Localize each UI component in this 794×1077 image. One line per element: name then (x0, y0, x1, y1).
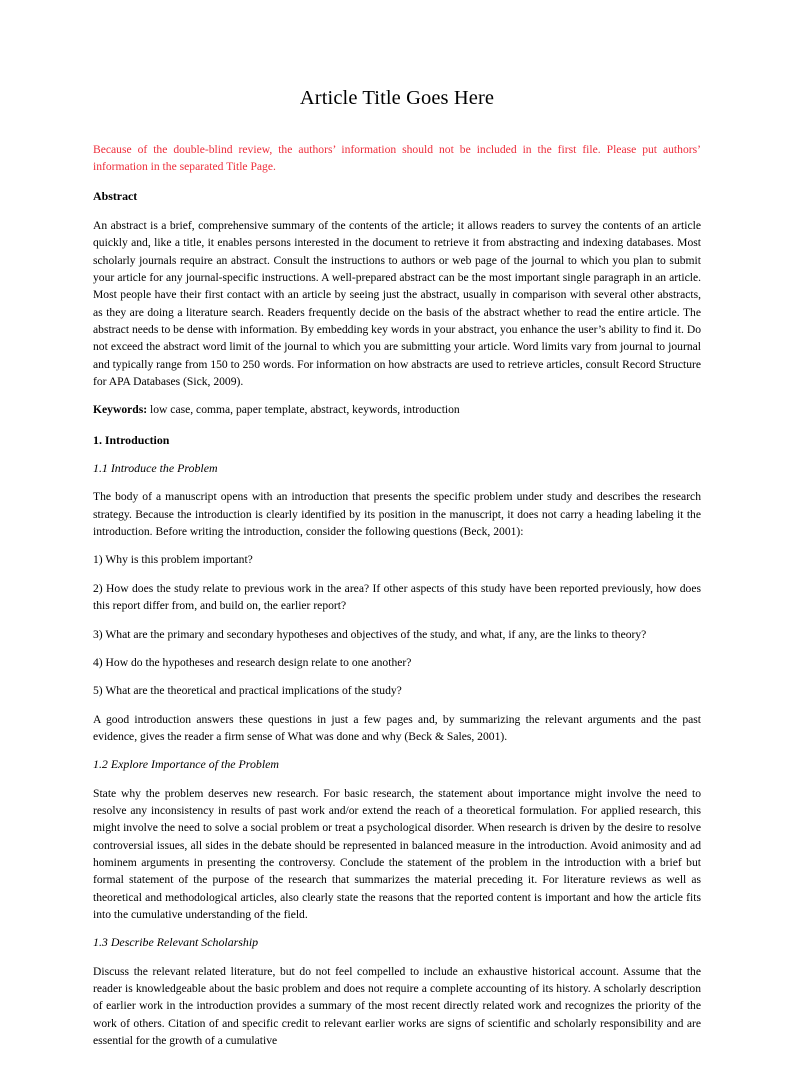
abstract-heading: Abstract (93, 189, 138, 204)
abstract-text: An abstract is a brief, comprehensive summary of the contents of the article; it allows readers to survey the contents of an article quickly and, like a title, it enables persons interested in the document to retrieve it from abstracting and indexing databases. Most scholarly journals require an abstract. Consult the instructions to authors or web page of the journal to which you plan to submit your article for any journal-specific instructions. A well-prepared abstract can be the most important single paragraph in an article. Most people have their first contact with an article by seeing just the abstract, usually in comparison with several other abstracts, as they are doing a literature search. Readers frequently decide on the basis of the abstract whether to read the entire article. The abstract needs to be dense with information. By embedding key words in your abstract, you enhance the user’s ability to find it. Do not exceed the abstract word limit of the journal to which you are submitting your article. Word limits vary from journal to journal and typically range from 150 to 250 words. For information on how abstracts are used to retrieve articles, consult Record Structure for APA Databases (Sick, 2009). (93, 218, 701, 388)
section-1-heading: 1. Introduction (93, 432, 170, 447)
page-content-column (93, 0, 701, 1050)
introduction-question-1: 1) Why is this problem important? (93, 553, 253, 567)
section-1-1-heading: 1.1 Introduce the Problem (93, 461, 218, 476)
keywords-values: low case, comma, paper template, abstract, keywords, introduction (150, 403, 460, 417)
section-1-1-paragraph: The body of a manuscript opens with an introduction that presents the specific problem under study and describes the research strategy. Because the introduction is clearly identified by its position in the manuscript, it does not carry a heading labeling it the introduction. Before writing the introduction, consider the following questions (Beck, 2001): (93, 490, 701, 539)
page-title: Article Title Goes Here (299, 87, 495, 109)
section-1-2-paragraph: State why the problem deserves new research. For basic research, the statement about importance might involve the need to resolve any inconsistency in results of past work and/or extend the reach of a theoretical formulation. For applied research, this might involve the need to solve a social problem or treat a psychological disorder. When research is driven by the desire to resolve controversial issues, all sides in the debate should be represented in balanced measure in the introduction. Avoid animosity and ad hominem arguments in presenting the controversy. Conclude the statement of the problem in the introduction with a brief but formal statement of the purpose of the research that summarizes the material preceding it. For literature reviews as well as theoretical and methodological articles, also clearly state the reasons that the reported content is important and how the article fits into the cumulative understanding of the field. (93, 786, 701, 922)
introduction-question-4: 4) How do the hypotheses and research design relate to one another? (93, 655, 412, 669)
keywords-label: Keywords: (93, 403, 148, 417)
section-1-3-paragraph: Discuss the relevant related literature, but do not feel compelled to include an exhaustive historical account. Assume that the reader is knowledgeable about the basic problem and does not require a complete accounting of its history. A scholarly description of earlier work in the introduction provides a summary of the most recent directly related work and recognizes the priority of the work of others. Citation of and specific credit to relevant earlier works are signs of scientific and scholarly responsibility and are essential for the growth of a cumulative (93, 964, 701, 1048)
keywords-line (93, 390, 701, 418)
section-1-1-closing-paragraph: A good introduction answers these questions in just a few pages and, by summarizing the relevant arguments and the past evidence, gives the reader a firm sense of What was done and why (Beck & Sales, 2001). (93, 712, 701, 743)
section-1-3-heading: 1.3 Describe Relevant Scholarship (93, 935, 259, 950)
double-blind-notice: Because of the double-blind review, the authors’ information should not be included in the first file. Please put authors’ information in the separated Title Page. (93, 142, 701, 174)
introduction-question-3: 3) What are the primary and secondary hypotheses and objectives of the study, and what, if any, are the links to theory? (93, 627, 647, 641)
introduction-question-2: 2) How does the study relate to previous work in the area? If other aspects of this study have been reported previously, how does this report differ from, and build on, the earlier report? (93, 581, 701, 613)
section-1-2-heading: 1.2 Explore Importance of the Problem (93, 757, 280, 772)
introduction-question-5: 5) What are the theoretical and practical implications of the study? (93, 684, 402, 698)
